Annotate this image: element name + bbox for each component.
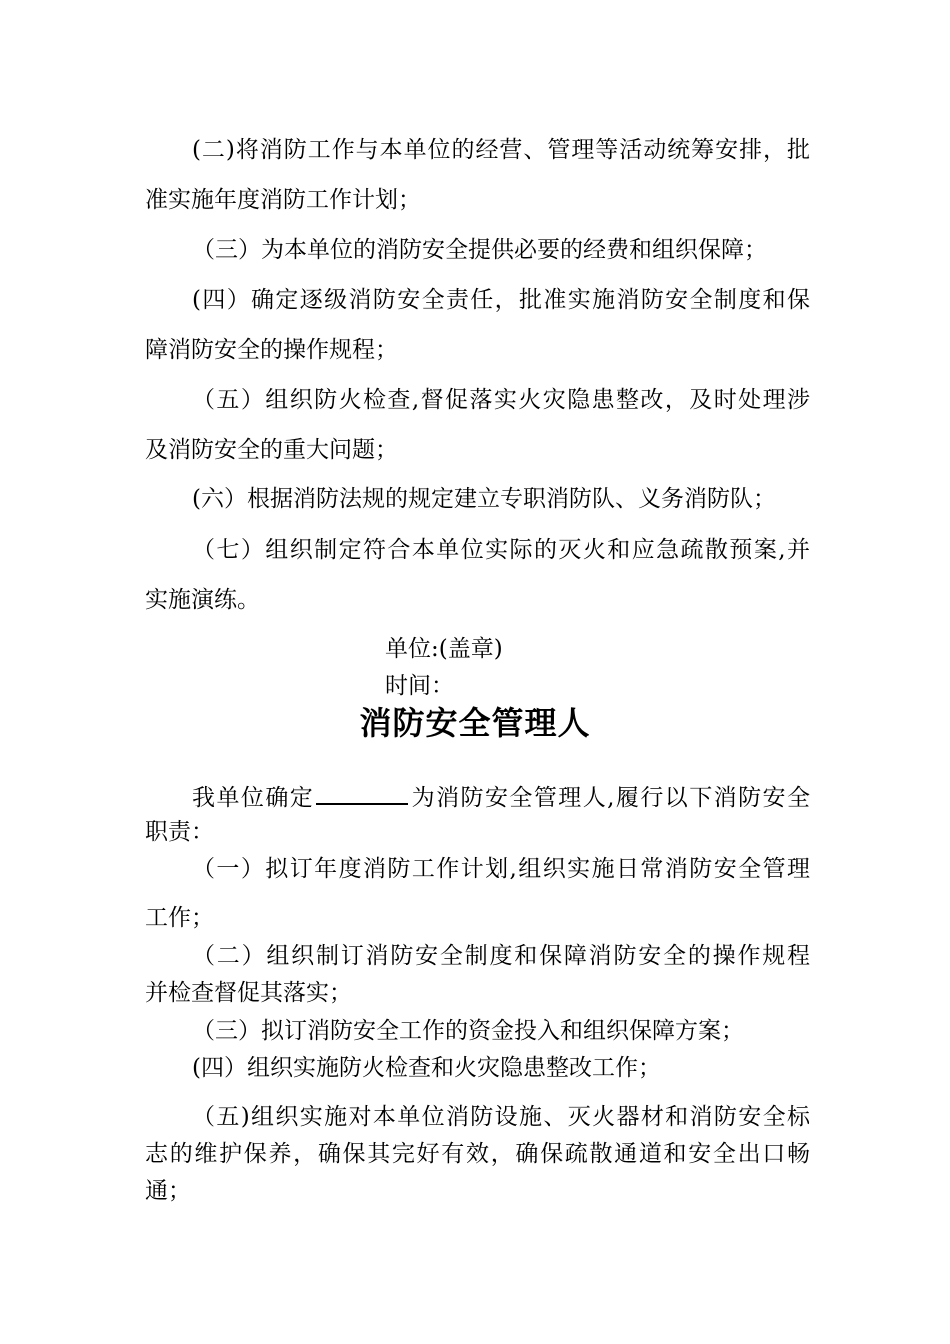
name-blank bbox=[316, 781, 408, 805]
unit-seal-label: 单位:(盖章) bbox=[385, 636, 503, 662]
duty-7-line-1: （七）组织制定符合本单位实际的灭火和应急疏散预案,并 bbox=[192, 537, 810, 563]
duty-5-line-2: 及消防安全的重大问题； bbox=[145, 437, 398, 463]
duty-2-line-1: (二)将消防工作与本单位的经营、管理等活动统筹安排，批 bbox=[192, 137, 810, 163]
mgr-duty-2-line-1: （二）组织制订消防安全制度和保障消防安全的操作规程 bbox=[192, 943, 810, 969]
intro-after-blank: 为消防安全管理人,履行以下消防安全 bbox=[410, 785, 810, 811]
time-label: 时间： bbox=[385, 673, 454, 699]
duty-4-line-1: (四）确定逐级消防安全责任，批准实施消防安全制度和保 bbox=[192, 287, 810, 313]
mgr-duty-2-line-2: 并检查督促其落实； bbox=[145, 980, 352, 1006]
duty-7-line-2: 实施演练。 bbox=[145, 587, 260, 613]
section-title: 消防安全管理人 bbox=[359, 704, 591, 742]
duty-3: （三）为本单位的消防安全提供必要的经费和组织保障； bbox=[192, 237, 767, 263]
duty-6: (六）根据消防法规的规定建立专职消防队、义务消防队； bbox=[192, 486, 776, 512]
mgr-duty-5-line-3: 通； bbox=[145, 1178, 191, 1204]
duty-5-line-1: （五）组织防火检查,督促落实火灾隐患整改，及时处理涉 bbox=[192, 387, 810, 413]
mgr-duty-4: (四）组织实施防火检查和火灾隐患整改工作； bbox=[192, 1055, 661, 1081]
mgr-duty-1-line-1: （一）拟订年度消防工作计划,组织实施日常消防安全管理 bbox=[192, 856, 810, 882]
mgr-duty-5-line-1: （五)组织实施对本单位消防设施、灭火器材和消防安全标 bbox=[192, 1104, 810, 1130]
mgr-duty-3: （三）拟订消防安全工作的资金投入和组织保障方案； bbox=[192, 1018, 744, 1044]
duty-2-line-2: 准实施年度消防工作计划； bbox=[145, 187, 421, 213]
intro-before-blank: 我单位确定 bbox=[192, 785, 315, 811]
mgr-duty-5-line-2: 志的维护保养，确保其完好有效，确保疏散通道和安全出口畅 bbox=[145, 1141, 810, 1167]
intro-line-2: 职责： bbox=[145, 819, 214, 845]
duty-4-line-2: 障消防安全的操作规程； bbox=[145, 337, 398, 363]
intro-line-1 bbox=[192, 781, 810, 813]
mgr-duty-1-line-2: 工作； bbox=[145, 905, 214, 931]
